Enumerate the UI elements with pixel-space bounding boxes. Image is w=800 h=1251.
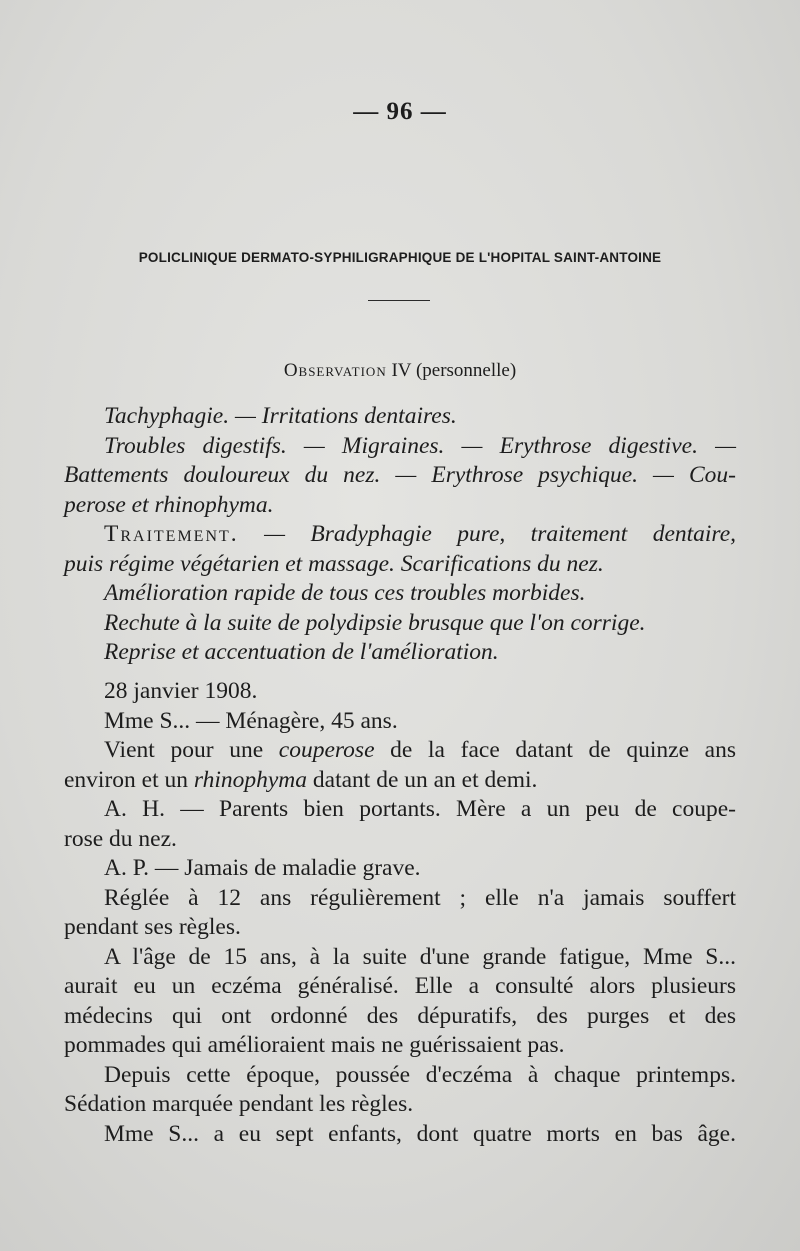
patient-line: Mme S... — Ménagère, 45 ans.: [104, 707, 398, 734]
treatment-text: — Bradyphagie pure, traitement dentaire,: [264, 521, 737, 547]
summary-line: Troubles digestifs. — Migraines. — Erythrose digestive. —: [104, 432, 736, 459]
body-line: Sédation marquée pendant les règles.: [64, 1091, 414, 1117]
text-run: datant de un an et demi.: [307, 766, 538, 793]
treatment-line: [64, 520, 736, 550]
body-line: A. P. — Jamais de maladie grave.: [104, 855, 421, 881]
observation-number: IV: [391, 360, 412, 381]
running-header: POLICLINIQUE DERMATO-SYPHILIGRAPHIQUE DE L'HOPITAL SAINT-ANTOINE: [138, 250, 662, 265]
text-run: Vient pour une: [104, 737, 279, 763]
summary-line: Rechute à la suite de polydipsie brusque que l'on corrige.: [104, 609, 646, 636]
body-line: [64, 736, 736, 766]
observation-title: [0, 360, 800, 382]
summary-line: Reprise et accentuation de l'amélioration.: [104, 639, 499, 665]
summary-line: Amélioration rapide de tous ces troubles morbides.: [104, 580, 586, 606]
separator-rule: [368, 300, 430, 301]
body-line: A. H. — Parents bien portants. Mère a un peu de coupe-: [104, 796, 736, 822]
summary-line: Battements douloureux du nez. — Erythrose psychique. — Cou-: [64, 462, 736, 488]
summary-line: Tachyphagie. — Irritations dentaires.: [104, 403, 457, 429]
summary-line: puis régime végétarien et massage. Scarifications du nez.: [64, 550, 604, 577]
body-line: aurait eu un eczéma généralisé. Elle a consulté alors plusieurs: [64, 973, 736, 999]
observation-summary: [64, 402, 736, 668]
observation-label: Observation: [283, 360, 387, 381]
body-line: pendant ses règles.: [64, 914, 241, 940]
page-number: — 96 —: [353, 98, 447, 125]
observation-qualifier: (personnelle): [415, 360, 517, 381]
date-line: 28 janvier 1908.: [104, 678, 258, 704]
body-line: pommades qui amélioraient mais ne guérissaient pas.: [64, 1032, 565, 1058]
text-run: environ et un: [64, 766, 194, 793]
treatment-label: Traitement.: [104, 521, 239, 547]
text-run: de la face datant de quinze ans: [374, 737, 736, 763]
body-line: rose du nez.: [64, 825, 177, 852]
observation-body: [64, 677, 736, 1149]
body-line: Mme S... a eu sept enfants, dont quatre morts en bas âge.: [104, 1120, 736, 1147]
body-line: médecins qui ont ordonné des dépuratifs, des purges et des: [64, 1002, 736, 1029]
body-line: A l'âge de 15 ans, à la suite d'une grande fatigue, Mme S...: [104, 943, 736, 970]
body-line: Depuis cette époque, poussée d'eczéma à chaque printemps.: [104, 1061, 736, 1088]
summary-line: perose et rhinophyma.: [64, 491, 274, 518]
body-line: [64, 766, 736, 796]
italic-term: rhinophyma: [193, 766, 308, 793]
italic-term: couperose: [278, 737, 375, 763]
body-line: Réglée à 12 ans régulièrement ; elle n'a jamais souffert: [104, 884, 736, 911]
